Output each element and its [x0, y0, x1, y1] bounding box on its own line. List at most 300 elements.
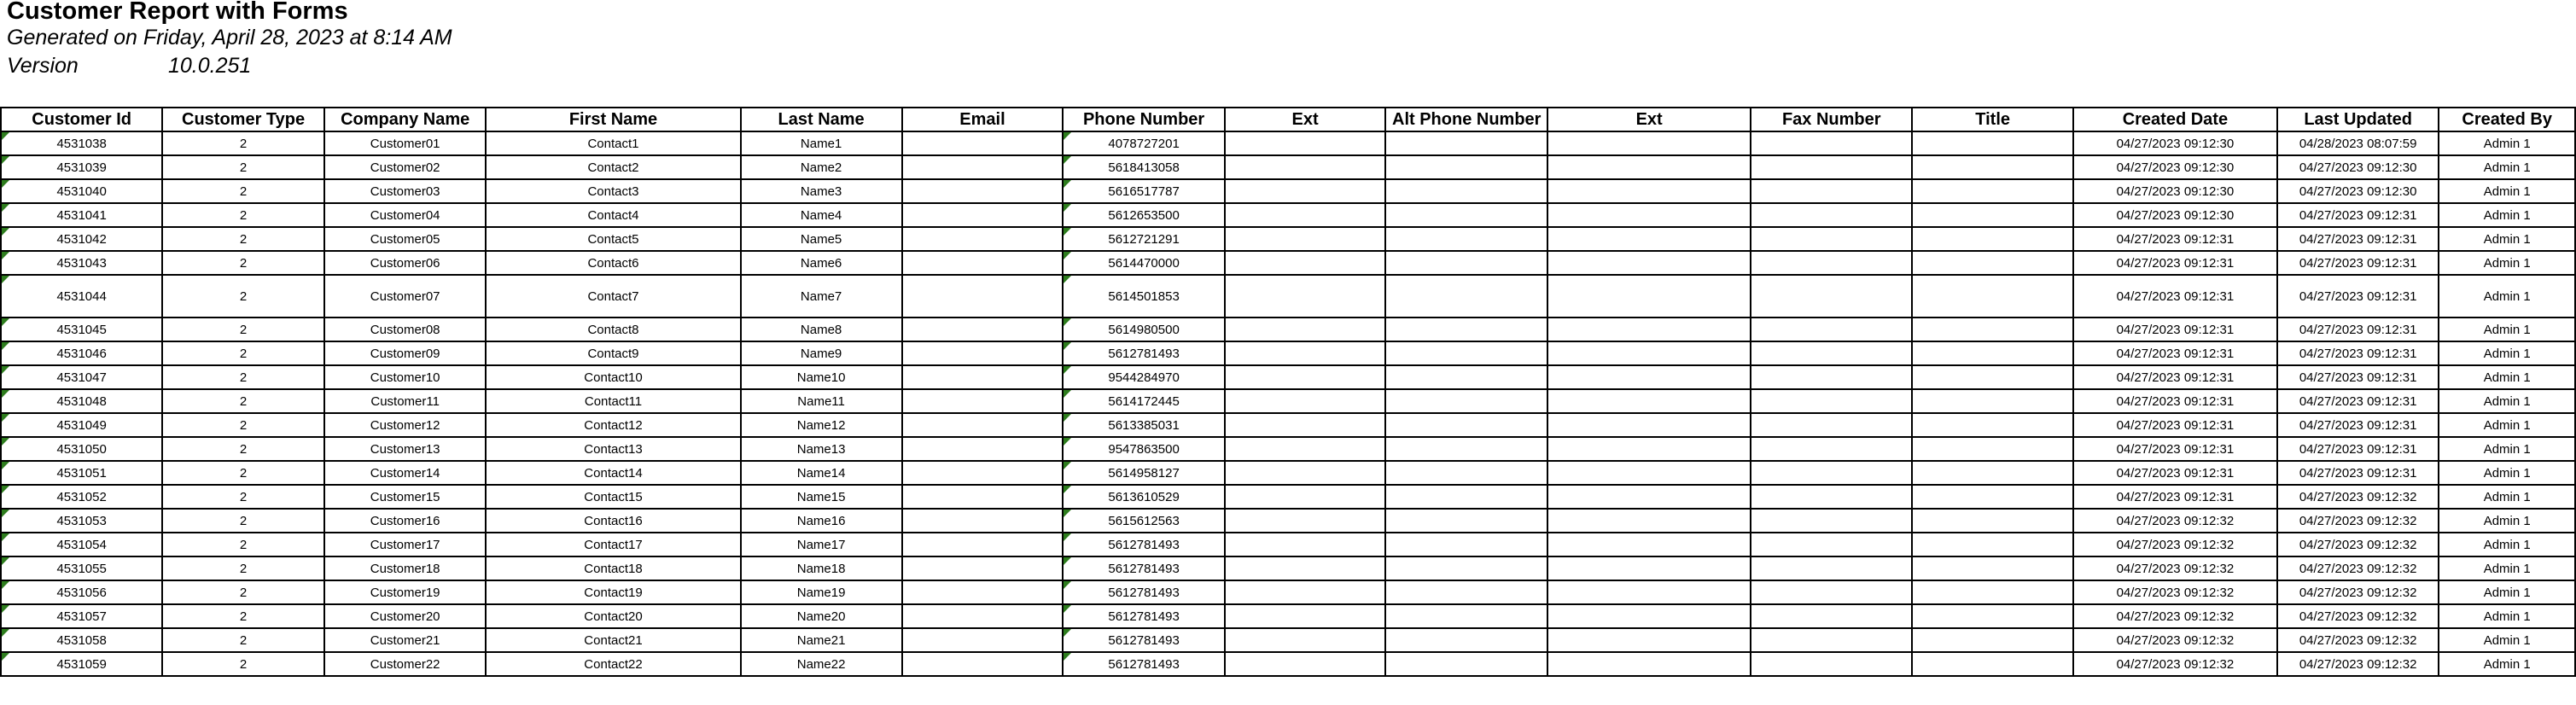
table-cell: 5612781493 — [1063, 628, 1225, 652]
table-cell: 04/27/2023 09:12:31 — [2277, 461, 2439, 485]
report-version-label: Version — [7, 54, 79, 78]
table-cell: Admin 1 — [2439, 509, 2575, 533]
table-cell: 04/27/2023 09:12:32 — [2277, 652, 2439, 676]
table-cell — [1751, 275, 1912, 318]
table-cell: 04/27/2023 09:12:32 — [2277, 604, 2439, 628]
table-cell: 9547863500 — [1063, 437, 1225, 461]
column-header: Alt Phone Number — [1385, 108, 1547, 131]
table-cell: Customer12 — [324, 413, 487, 437]
table-cell — [902, 604, 1064, 628]
table-cell — [1225, 227, 1385, 251]
table-cell — [1751, 203, 1912, 227]
table-cell — [1385, 251, 1547, 275]
table-cell — [1751, 389, 1912, 413]
table-cell — [902, 389, 1064, 413]
table-cell: Name15 — [741, 485, 902, 509]
table-cell — [1751, 227, 1912, 251]
table-cell: 04/27/2023 09:12:30 — [2277, 179, 2439, 203]
table-cell: 4531059 — [1, 652, 162, 676]
table-cell — [1225, 389, 1385, 413]
table-cell: 04/27/2023 09:12:32 — [2277, 485, 2439, 509]
table-cell: 04/27/2023 09:12:32 — [2277, 509, 2439, 533]
table-cell: 2 — [162, 251, 324, 275]
table-cell: Customer07 — [324, 275, 487, 318]
table-cell — [902, 251, 1064, 275]
report-generated-line: Generated on Friday, April 28, 2023 at 8:14 AM — [7, 26, 452, 50]
table-cell — [1547, 437, 1751, 461]
table-cell — [1912, 341, 2073, 365]
customer-table — [0, 107, 2576, 677]
table-cell — [1751, 604, 1912, 628]
table-cell — [1385, 628, 1547, 652]
table-cell: 5612781493 — [1063, 580, 1225, 604]
table-cell: Contact3 — [486, 179, 740, 203]
table-cell: 04/27/2023 09:12:31 — [2073, 275, 2277, 318]
table-cell: 5612721291 — [1063, 227, 1225, 251]
table-cell: 4531057 — [1, 604, 162, 628]
table-cell: Customer11 — [324, 389, 487, 413]
table-cell — [902, 131, 1064, 155]
table-cell: 4531052 — [1, 485, 162, 509]
table-cell: Name1 — [741, 131, 902, 155]
table-row — [1, 533, 2575, 556]
table-cell: Admin 1 — [2439, 318, 2575, 341]
table-cell: Contact15 — [486, 485, 740, 509]
table-cell: 2 — [162, 203, 324, 227]
table-cell: 04/27/2023 09:12:31 — [2073, 341, 2277, 365]
table-cell: Name3 — [741, 179, 902, 203]
table-cell: Customer04 — [324, 203, 487, 227]
table-cell: Customer20 — [324, 604, 487, 628]
table-cell — [1547, 556, 1751, 580]
table-body — [1, 131, 2575, 676]
table-cell — [902, 365, 1064, 389]
table-cell — [1385, 318, 1547, 341]
table-cell — [1912, 155, 2073, 179]
table-cell — [1547, 580, 1751, 604]
table-cell — [1225, 556, 1385, 580]
table-cell: 4531043 — [1, 251, 162, 275]
table-cell — [1547, 365, 1751, 389]
table-row — [1, 251, 2575, 275]
table-cell: Admin 1 — [2439, 179, 2575, 203]
table-row — [1, 437, 2575, 461]
table-row — [1, 652, 2575, 676]
table-cell: Admin 1 — [2439, 227, 2575, 251]
table-cell: 2 — [162, 556, 324, 580]
table-cell — [1912, 556, 2073, 580]
table-cell — [902, 461, 1064, 485]
table-cell: 5612781493 — [1063, 533, 1225, 556]
table-cell: 5614958127 — [1063, 461, 1225, 485]
table-cell: 2 — [162, 341, 324, 365]
table-cell — [1547, 341, 1751, 365]
table-row — [1, 155, 2575, 179]
table-row — [1, 341, 2575, 365]
table-cell — [902, 437, 1064, 461]
table-cell: Admin 1 — [2439, 461, 2575, 485]
table-cell: 5613610529 — [1063, 485, 1225, 509]
table-cell: Customer22 — [324, 652, 487, 676]
table-cell: Contact22 — [486, 652, 740, 676]
table-cell — [1912, 227, 2073, 251]
table-cell — [902, 533, 1064, 556]
table-cell — [1225, 251, 1385, 275]
table-cell — [1547, 179, 1751, 203]
table-cell: Name22 — [741, 652, 902, 676]
table-cell: 04/27/2023 09:12:31 — [2277, 341, 2439, 365]
table-cell: Contact5 — [486, 227, 740, 251]
table-cell: Name17 — [741, 533, 902, 556]
table-cell — [1385, 413, 1547, 437]
table-cell: 04/27/2023 09:12:31 — [2073, 251, 2277, 275]
table-cell — [902, 203, 1064, 227]
table-cell — [1225, 365, 1385, 389]
table-cell: 04/27/2023 09:12:32 — [2277, 628, 2439, 652]
table-cell: 04/27/2023 09:12:32 — [2277, 556, 2439, 580]
table-row — [1, 604, 2575, 628]
table-cell: Customer19 — [324, 580, 487, 604]
table-cell — [1912, 275, 2073, 318]
table-cell: Admin 1 — [2439, 485, 2575, 509]
table-cell — [1751, 509, 1912, 533]
table-cell: 04/27/2023 09:12:30 — [2073, 179, 2277, 203]
table-cell: 5615612563 — [1063, 509, 1225, 533]
column-header: Last Updated — [2277, 108, 2439, 131]
table-cell — [1385, 389, 1547, 413]
table-cell: 2 — [162, 275, 324, 318]
table-cell: 4531058 — [1, 628, 162, 652]
table-row — [1, 203, 2575, 227]
table-cell: Admin 1 — [2439, 556, 2575, 580]
table-cell: 04/27/2023 09:12:31 — [2277, 365, 2439, 389]
table-cell — [1751, 155, 1912, 179]
table-cell: 4531048 — [1, 389, 162, 413]
table-cell — [1912, 437, 2073, 461]
table-cell: Admin 1 — [2439, 251, 2575, 275]
table-cell — [1547, 485, 1751, 509]
table-row — [1, 318, 2575, 341]
table-cell: Customer21 — [324, 628, 487, 652]
table-cell: Admin 1 — [2439, 413, 2575, 437]
table-cell: Customer02 — [324, 155, 487, 179]
table-cell: 4531056 — [1, 580, 162, 604]
table-row — [1, 413, 2575, 437]
table-cell: 2 — [162, 580, 324, 604]
table-cell — [1225, 604, 1385, 628]
table-cell: 04/27/2023 09:12:31 — [2073, 227, 2277, 251]
column-header: Ext — [1547, 108, 1751, 131]
table-cell — [1385, 533, 1547, 556]
table-cell: Name9 — [741, 341, 902, 365]
table-cell: Customer03 — [324, 179, 487, 203]
table-cell — [1385, 652, 1547, 676]
table-cell: 5612781493 — [1063, 604, 1225, 628]
table-cell — [1751, 341, 1912, 365]
table-row — [1, 556, 2575, 580]
table-cell — [1751, 131, 1912, 155]
table-cell: 2 — [162, 628, 324, 652]
table-cell: 04/27/2023 09:12:31 — [2277, 227, 2439, 251]
table-cell — [1912, 131, 2073, 155]
table-cell: Admin 1 — [2439, 131, 2575, 155]
table-cell — [1225, 203, 1385, 227]
table-cell — [1547, 203, 1751, 227]
table-cell — [1912, 604, 2073, 628]
table-cell: Name20 — [741, 604, 902, 628]
table-cell — [1225, 533, 1385, 556]
table-cell — [1547, 131, 1751, 155]
table-cell — [902, 485, 1064, 509]
table-cell: 4531042 — [1, 227, 162, 251]
table-cell — [1385, 461, 1547, 485]
table-cell: 5612781493 — [1063, 652, 1225, 676]
table-cell: Customer09 — [324, 341, 487, 365]
table-cell — [1547, 413, 1751, 437]
table-cell — [1547, 251, 1751, 275]
table-cell: Name10 — [741, 365, 902, 389]
table-row — [1, 580, 2575, 604]
table-cell — [1547, 227, 1751, 251]
table-cell: Customer16 — [324, 509, 487, 533]
table-cell — [1225, 179, 1385, 203]
table-cell: Admin 1 — [2439, 652, 2575, 676]
table-cell: 04/27/2023 09:12:31 — [2073, 365, 2277, 389]
table-cell — [1912, 251, 2073, 275]
table-cell: Contact4 — [486, 203, 740, 227]
table-cell: Customer01 — [324, 131, 487, 155]
table-cell: Contact9 — [486, 341, 740, 365]
table-cell: 4531049 — [1, 413, 162, 437]
table-cell — [1547, 461, 1751, 485]
table-cell: Name8 — [741, 318, 902, 341]
table-cell — [1385, 580, 1547, 604]
table-cell: 4531044 — [1, 275, 162, 318]
table-cell — [1547, 509, 1751, 533]
table-cell: Name13 — [741, 437, 902, 461]
table-cell: Name6 — [741, 251, 902, 275]
table-cell: 04/27/2023 09:12:30 — [2073, 155, 2277, 179]
table-cell — [1751, 437, 1912, 461]
table-cell: 04/27/2023 09:12:31 — [2073, 485, 2277, 509]
table-cell: Name19 — [741, 580, 902, 604]
table-cell: Customer14 — [324, 461, 487, 485]
table-cell: 2 — [162, 389, 324, 413]
table-cell: 2 — [162, 155, 324, 179]
table-cell: 4531040 — [1, 179, 162, 203]
report-title: Customer Report with Forms — [7, 0, 348, 25]
table-cell: Admin 1 — [2439, 275, 2575, 318]
column-header: First Name — [486, 108, 740, 131]
table-cell — [902, 556, 1064, 580]
table-cell — [1912, 509, 2073, 533]
table-cell — [1751, 251, 1912, 275]
table-cell: Contact10 — [486, 365, 740, 389]
table-cell: 04/27/2023 09:12:31 — [2277, 275, 2439, 318]
table-cell: 04/27/2023 09:12:31 — [2073, 318, 2277, 341]
table-cell: 04/27/2023 09:12:31 — [2277, 251, 2439, 275]
table-cell — [902, 179, 1064, 203]
table-cell: 04/27/2023 09:12:32 — [2073, 580, 2277, 604]
table-cell: Name16 — [741, 509, 902, 533]
column-header: Email — [902, 108, 1064, 131]
table-row — [1, 389, 2575, 413]
table-cell: Name11 — [741, 389, 902, 413]
table-cell: Name18 — [741, 556, 902, 580]
table-cell — [1385, 604, 1547, 628]
table-cell — [1225, 413, 1385, 437]
table-cell — [1751, 413, 1912, 437]
table-cell — [1225, 341, 1385, 365]
table-cell: 04/27/2023 09:12:32 — [2073, 509, 2277, 533]
table-cell: 04/27/2023 09:12:30 — [2073, 203, 2277, 227]
table-cell: Name2 — [741, 155, 902, 179]
table-cell — [1751, 179, 1912, 203]
table-cell: Name7 — [741, 275, 902, 318]
table-cell: 4531045 — [1, 318, 162, 341]
table-cell: Contact14 — [486, 461, 740, 485]
table-cell — [902, 580, 1064, 604]
table-cell: 4531039 — [1, 155, 162, 179]
table-cell — [1385, 341, 1547, 365]
table-cell: Contact18 — [486, 556, 740, 580]
table-cell: 5614470000 — [1063, 251, 1225, 275]
table-cell: Name12 — [741, 413, 902, 437]
table-cell: 04/28/2023 08:07:59 — [2277, 131, 2439, 155]
table-cell: Admin 1 — [2439, 628, 2575, 652]
table-row — [1, 365, 2575, 389]
table-cell: Admin 1 — [2439, 341, 2575, 365]
table-cell: 2 — [162, 227, 324, 251]
table-cell — [902, 628, 1064, 652]
table-cell — [1751, 485, 1912, 509]
table-cell — [1225, 485, 1385, 509]
table-cell — [902, 652, 1064, 676]
table-cell: Admin 1 — [2439, 580, 2575, 604]
table-cell — [1385, 509, 1547, 533]
table-cell: Admin 1 — [2439, 604, 2575, 628]
table-cell: Contact20 — [486, 604, 740, 628]
table-cell — [1912, 533, 2073, 556]
table-cell — [902, 155, 1064, 179]
table-cell — [1547, 652, 1751, 676]
table-cell: 5612781493 — [1063, 556, 1225, 580]
table-cell: 04/27/2023 09:12:31 — [2073, 413, 2277, 437]
table-cell: Name5 — [741, 227, 902, 251]
table-cell — [902, 275, 1064, 318]
column-header: Customer Id — [1, 108, 162, 131]
report-version-value: 10.0.251 — [168, 54, 252, 78]
table-cell — [1385, 227, 1547, 251]
table-cell — [1751, 580, 1912, 604]
table-cell: 5618413058 — [1063, 155, 1225, 179]
table-cell — [1385, 556, 1547, 580]
table-cell: 4531041 — [1, 203, 162, 227]
table-cell: 2 — [162, 365, 324, 389]
table-cell: 9544284970 — [1063, 365, 1225, 389]
table-cell: Customer18 — [324, 556, 487, 580]
table-cell: Admin 1 — [2439, 437, 2575, 461]
table-cell: 04/27/2023 09:12:32 — [2073, 604, 2277, 628]
table-cell: 04/27/2023 09:12:32 — [2277, 533, 2439, 556]
table-cell: Contact11 — [486, 389, 740, 413]
table-cell: Admin 1 — [2439, 389, 2575, 413]
table-cell: Admin 1 — [2439, 155, 2575, 179]
table-cell: 4531055 — [1, 556, 162, 580]
table-cell — [1225, 131, 1385, 155]
table-row — [1, 461, 2575, 485]
table-cell: 2 — [162, 604, 324, 628]
table-cell: 5614501853 — [1063, 275, 1225, 318]
table-cell — [1912, 365, 2073, 389]
table-cell — [1225, 628, 1385, 652]
table-cell: 04/27/2023 09:12:30 — [2073, 131, 2277, 155]
table-cell: Name4 — [741, 203, 902, 227]
column-header: Created Date — [2073, 108, 2277, 131]
table-cell — [1225, 652, 1385, 676]
table-cell — [1547, 155, 1751, 179]
table-cell: 04/27/2023 09:12:31 — [2277, 389, 2439, 413]
table-cell: Contact21 — [486, 628, 740, 652]
table-row — [1, 131, 2575, 155]
table-cell: 04/27/2023 09:12:31 — [2073, 461, 2277, 485]
table-cell: 5614980500 — [1063, 318, 1225, 341]
table-cell — [1751, 461, 1912, 485]
table-cell: 04/27/2023 09:12:32 — [2073, 533, 2277, 556]
table-cell: Admin 1 — [2439, 203, 2575, 227]
table-cell — [902, 318, 1064, 341]
column-header: Ext — [1225, 108, 1385, 131]
table-cell — [902, 341, 1064, 365]
table-cell: 2 — [162, 533, 324, 556]
table-cell — [1225, 155, 1385, 179]
table-cell — [1385, 179, 1547, 203]
table-cell — [1225, 275, 1385, 318]
table-cell: 04/27/2023 09:12:32 — [2073, 628, 2277, 652]
table-cell: 4531053 — [1, 509, 162, 533]
table-cell: 2 — [162, 485, 324, 509]
table-cell: Customer08 — [324, 318, 487, 341]
column-header: Created By — [2439, 108, 2575, 131]
table-cell — [1547, 533, 1751, 556]
table-cell: 04/27/2023 09:12:31 — [2277, 203, 2439, 227]
table-cell: 5614172445 — [1063, 389, 1225, 413]
table-cell — [1385, 131, 1547, 155]
table-cell: Admin 1 — [2439, 365, 2575, 389]
table-cell: 4531047 — [1, 365, 162, 389]
table-cell: 2 — [162, 461, 324, 485]
table-cell: Customer17 — [324, 533, 487, 556]
column-header: Title — [1912, 108, 2073, 131]
table-cell — [1225, 461, 1385, 485]
header-row — [1, 108, 2575, 131]
table-cell: Admin 1 — [2439, 533, 2575, 556]
table-row — [1, 275, 2575, 318]
table-cell: 04/27/2023 09:12:31 — [2277, 437, 2439, 461]
table-row — [1, 227, 2575, 251]
table-cell — [1547, 275, 1751, 318]
table-cell — [1912, 652, 2073, 676]
table-cell: 2 — [162, 413, 324, 437]
table-row — [1, 509, 2575, 533]
table-cell — [1912, 628, 2073, 652]
table-cell: 2 — [162, 131, 324, 155]
table-cell — [1547, 389, 1751, 413]
table-cell: Customer13 — [324, 437, 487, 461]
table-cell: 5612653500 — [1063, 203, 1225, 227]
table-cell — [1225, 509, 1385, 533]
table-cell: 4531046 — [1, 341, 162, 365]
